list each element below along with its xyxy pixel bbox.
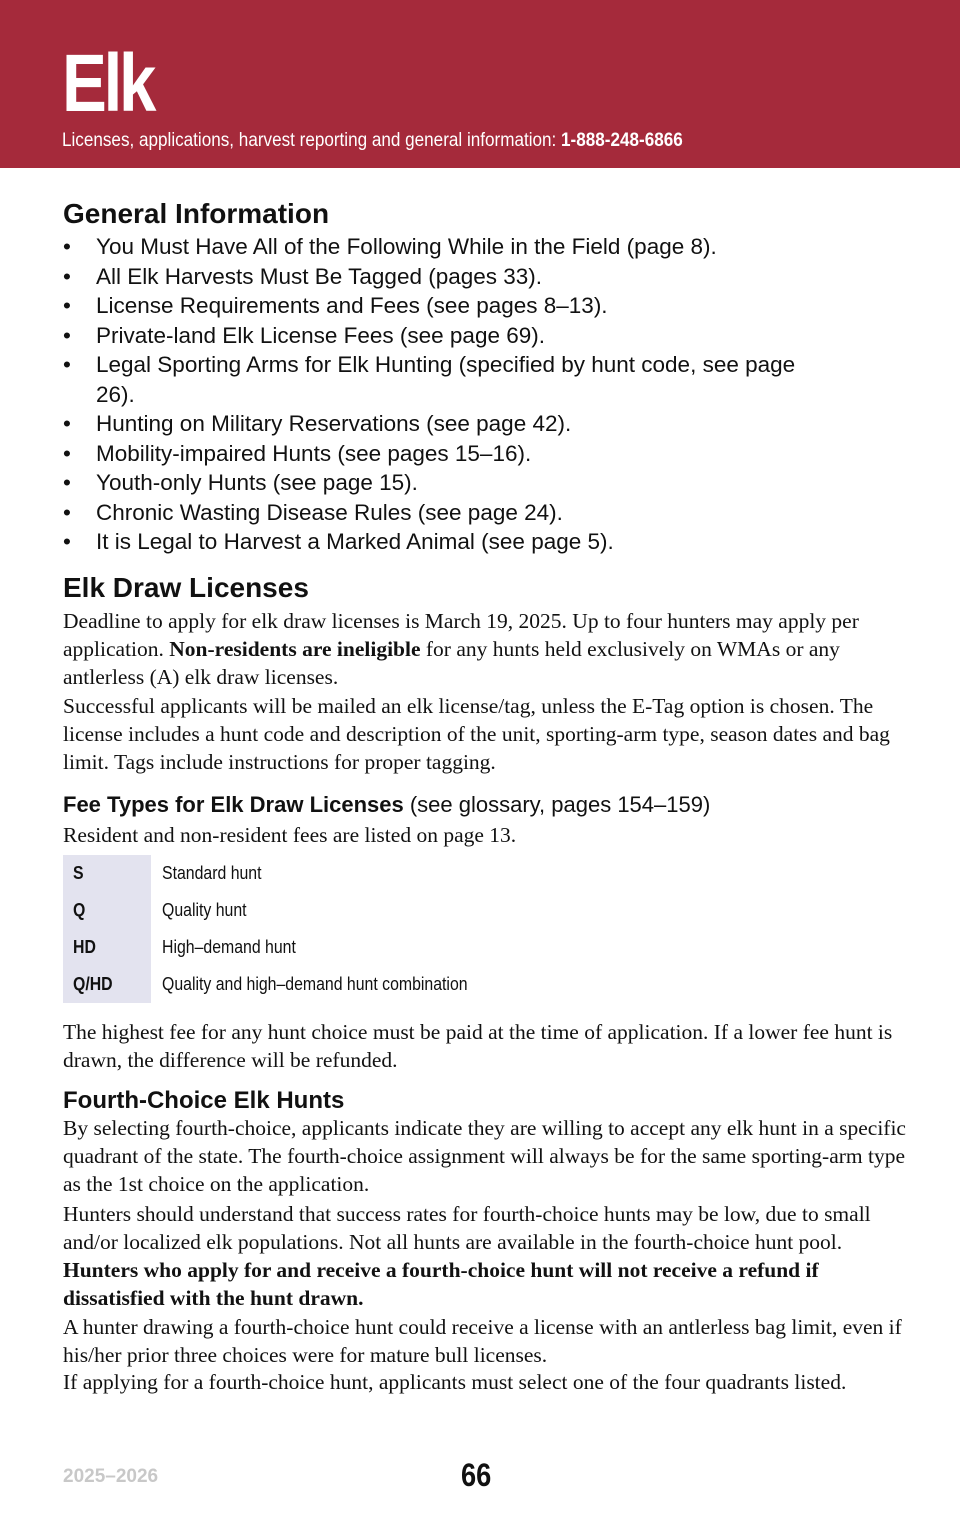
fourth-choice-p2: Hunters should understand that success rates for fourth-choice hunts may be low, due to small and/or localized elk populations. Not all hunts are available in the fourth-choice hunt pool. Hunters who apply for and receive a fourth-choice hunt will not receive a refund if dissatisfied with the hunt drawn. [63,1202,871,1310]
list-item: • Hunting on Military Reservations (see page 42). [63,411,572,436]
list-item: • It is Legal to Harvest a Marked Animal (see page 5). [63,529,614,554]
fee-code: S [63,855,151,892]
fee-description: Quality and high–demand hunt combination [162,974,468,994]
table-row [63,892,763,929]
fee-description: Standard hunt [162,863,262,883]
list-item: • Private-land Elk License Fees (see page 69). [63,322,545,348]
list-item: • Legal Sporting Arms for Elk Hunting (specified by hunt code, see page 26). [63,352,796,407]
list-item: • All Elk Harvests Must Be Tagged (pages 33). [63,263,543,289]
fee-code: Q/HD [63,966,151,1003]
page-number: 66 [461,1457,492,1493]
draw-licenses-heading: Elk Draw Licenses [63,572,309,603]
general-info-heading: General Information [63,198,330,229]
draw-mailing-paragraph: Successful applicants will be mailed an elk license/tag, unless the E-Tag option is chosen. The license includes a hunt code and description of the unit, sporting-arm type, season dates and bag limit. Tags include instructions for proper tagging. [63,694,890,774]
fourth-choice-p4: If applying for a fourth-choice hunt, applicants must select one of the four quadrants listed. [63,1370,847,1394]
list-item: • You Must Have All of the Following While in the Field (page 8). [63,234,717,259]
fourth-choice-heading: Fourth-Choice Elk Hunts [63,1087,345,1114]
table-row [63,929,763,966]
contact-text: Licenses, applications, harvest reporting and general information: [62,130,562,151]
fee-code: Q [63,892,151,929]
fee-intro: Resident and non-resident fees are listed on page 13. [63,823,517,847]
fee-note: The highest fee for any hunt choice must be paid at the time of application. If a lower fee hunt is drawn, the difference will be refunded. [63,1020,893,1072]
header-banner [0,0,960,168]
fee-types-heading: Fee Types for Elk Draw Licenses (see glossary, pages 154–159) [63,792,711,817]
draw-deadline-paragraph: Deadline to apply for elk draw licenses is March 19, 2025. Up to four hunters may apply per application. Non-residents are ineligible for any hunts held exclusively on WMAs or any antlerless (A) elk draw licenses. [63,609,859,689]
general-info-list [63,232,923,557]
fourth-choice-p3: A hunter drawing a fourth-choice hunt could receive a license with an antlerless bag limit, even if his/her prior three choices were for mature bull licenses. [63,1315,902,1367]
list-item: • Chronic Wasting Disease Rules (see page 24). [63,499,563,525]
fourth-choice-p1: By selecting fourth-choice, applicants indicate they are willing to accept any elk hunt in a specific quadrant of the state. The fourth-choice assignment will always be for the same sporting-arm type as the 1st choice on the application. [63,1116,906,1196]
list-item: • Youth-only Hunts (see page 15). [63,470,418,495]
fee-types-table [63,855,763,1003]
table-row [63,966,763,1003]
fee-description: Quality hunt [162,900,247,920]
fee-description: High–demand hunt [162,937,296,957]
contact-line [62,130,683,152]
table-row [63,855,763,892]
fee-code: HD [63,929,151,966]
footer-year: 2025–2026 [63,1466,159,1487]
page-title: Elk [62,38,154,129]
phone-number: 1-888-248-6866 [561,130,683,151]
list-item: • License Requirements and Fees (see pages 8–13). [63,293,608,318]
list-item: • Mobility-impaired Hunts (see pages 15–16). [63,440,532,466]
